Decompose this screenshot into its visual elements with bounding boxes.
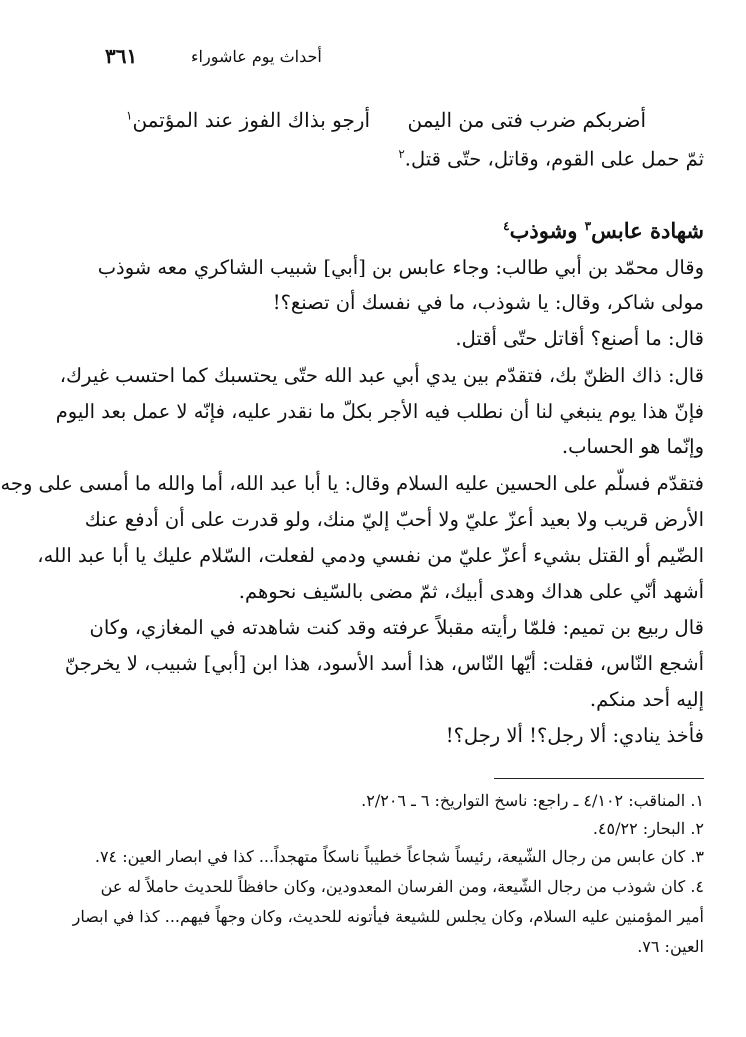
footnote-ref-3: ٣ [584, 219, 592, 233]
verse-hemistich-2-text: أرجو بذاك الفوز عند المؤتمن [132, 108, 371, 132]
body-line-1-text: ثمّ حمل على القوم، وقاتل، حتّى قتل. [404, 147, 704, 171]
body-line-3: وقال محمّد بن أبي طالب: وجاء عابس بن [أبي] شبيب الشاكري معه شوذب [97, 256, 704, 279]
footnote-4-line-2: أمير المؤمنين عليه السلام، وكان يجلس للشيعة فيأتونه للحديث، وكان وجهاً فيهم... كذا في ابصار [72, 907, 704, 926]
body-line-11: الضّيم أو القتل بشيء أعزّ عليّ من نفسي ودمي لفعلت، السّلام عليك يا أبا عبد الله، [37, 544, 704, 567]
footnote-ref-2: ٢ [398, 147, 405, 161]
body-line-4: مولى شاكر، وقال: يا شوذب، ما في نفسك أن تصنع؟! [272, 291, 704, 314]
body-line-13: قال ربيع بن تميم: فلمّا رأيته مقبلاً عرفته وقد كنت شاهدته في المغازي، وكان [89, 616, 704, 639]
verse-hemistich-1: أضربكم ضرب فتى من اليمن [407, 108, 646, 132]
body-line-7: فإنّ هذا يوم ينبغي لنا أن نطلب فيه الأجر بكلّ ما نقدر عليه، فإنّه لا عمل بعد اليوم [55, 400, 704, 423]
body-line-5: قال: ما أصنع؟ أقاتل حتّى أقتل. [455, 327, 704, 350]
verse-hemistich-2 [126, 108, 370, 132]
footnote-3: ٣. كان عابس من رجال الشّيعة، رئيساً شجاعاً خطيباً ناسكاً متهجداً... كذا في ابصار العين: ٧٤. [94, 847, 704, 866]
heading-text-2: وشوذب [509, 218, 585, 243]
body-line-16: فأخذ ينادي: ألا رجل؟! ألا رجل؟! [445, 724, 704, 747]
footnote-2: ٢. البحار: ٤٥/٢٢. [592, 819, 704, 838]
body-line-1 [106, 140, 704, 174]
body-line-12: أشهد أنّي على هداك وهدى أبيك، ثمّ مضى بالسّيف نحوهم. [238, 580, 704, 603]
running-title: أحداث يوم عاشوراء [191, 47, 322, 66]
footnote-ref-4: ٤ [503, 219, 510, 233]
poem-verse [126, 108, 646, 138]
body-line-6: قال: ذاك الظنّ بك، فتقدّم بين يدي أبي عبد الله حتّى يحتسبك كما احتسب غيرك، [59, 364, 704, 387]
body-line-10: الأرض قريب ولا بعيد أعزّ عليّ ولا أحبّ إليّ منك، ولو قدرت على أن أدفع عنك [84, 508, 704, 531]
body-line-8: وإنّما هو الحساب. [561, 435, 704, 458]
footnote-1: ١. المناقب: ٤/١٠٢ ـ راجع: ناسخ التواريخ: ٦ ـ ٢/٢٠٦. [361, 791, 704, 810]
section-heading [106, 212, 704, 245]
footnote-4-line-1: ٤. كان شوذب من رجال الشّيعة، ومن الفرسان المعدودين، وكان حافظاً للحديث حاملاً له عن [100, 877, 704, 896]
page-header [105, 44, 705, 74]
body-line-14: أشجع النّاس، فقلت: أيّها النّاس، هذا أسد الأسود، هذا ابن [أبي] شبيب، لا يخرجنّ [64, 652, 704, 675]
body-line-9: فتقدّم فسلّم على الحسين عليه السلام وقال: يا أبا عبد الله، أما والله ما أمسى على وجه [0, 472, 704, 495]
heading-text-1: شهادة عابس [591, 218, 704, 243]
page-number: ٣٦١ [105, 44, 138, 68]
footnote-separator [494, 778, 704, 779]
footnote-ref-1: ١ [126, 108, 133, 123]
footnote-4-line-3: العين: ٧٦. [637, 937, 704, 956]
body-line-15: إليه أحد منكم. [589, 688, 704, 711]
